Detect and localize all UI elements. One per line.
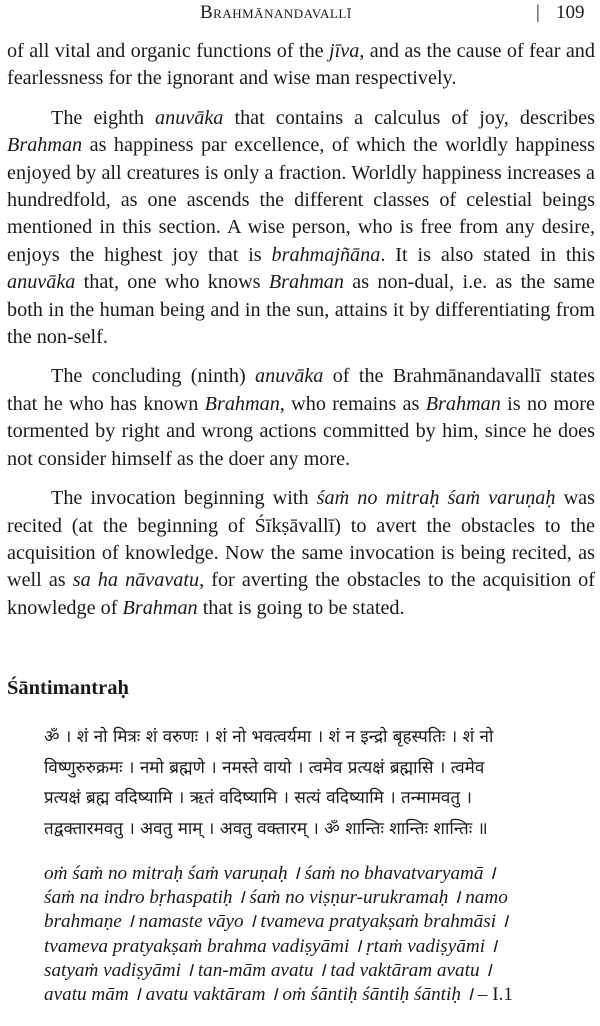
- section-heading: Śāntimantraḥ: [7, 677, 129, 699]
- chapter-title: Brahmānandavallī: [200, 2, 352, 23]
- text-run: The invocation beginning with: [51, 487, 317, 510]
- text-run: as non-dual, i.e. as the same both in the human being and in the sun, attains it by differentiating from the non-self.: [7, 271, 596, 349]
- devanagari-verse: [44, 722, 592, 844]
- text-run: of the Brahmānandavallī states that he who has known: [7, 365, 595, 415]
- verse-reference: – I.1: [473, 984, 513, 1006]
- italic-term: anuvāka: [155, 106, 224, 129]
- italic-term: Brahman: [122, 596, 198, 619]
- transliteration-text: oṁ śaṁ no mitraḥ śaṁ varuṇaḥ । śaṁ no bhavatvaryamā ।: [44, 863, 496, 884]
- paragraph: [7, 363, 595, 473]
- text-run: The eighth: [51, 106, 155, 129]
- text-run: that is going to be stated.: [197, 596, 405, 619]
- devanagari-line: प्रत्यक्षं ब्रह्म वदिष्यामि । ऋतं वदिष्यामि । सत्यं वदिष्यामि । तन्मामवतु ।: [44, 788, 472, 808]
- page-number: 109: [556, 2, 585, 23]
- devanagari-line: ॐ । शं नो मित्रः शं वरुणः । शं नो भवत्वर्यमा । शं न इन्द्रो बृहस्पतिः । शं नो: [44, 727, 494, 747]
- italic-term: anuvāka: [7, 271, 76, 294]
- text-run: is no more tormented by right and wrong actions committed by him, since he does not consider himself as the doer any more.: [7, 392, 595, 470]
- text-run: The concluding (ninth): [51, 365, 255, 388]
- transliteration-text: satyaṁ vadiṣyāmi । tan-mām avatu । tad vaktāram avatu ।: [44, 959, 492, 981]
- text-run: was recited (at the beginning of Śīkṣāvallī) to avert the obstacles to the acquisition of knowledge. Now the same invocation is being recited, as well as: [7, 487, 595, 592]
- devanagari-line: तद्वक्तारमवतु । अवतु माम् । अवतु वक्तारम् । ॐ शान्तिः शान्तिः शान्तिः ॥: [44, 818, 488, 839]
- text-run: , and as the cause of fear and fearlessness for the ignorant and wise man respectively.: [7, 40, 595, 90]
- text-run: , for averting the obstacles to the acquisition of knowledge of: [7, 569, 595, 619]
- text-run: , who remains as: [279, 392, 426, 415]
- transliteration-verse: [44, 862, 592, 1007]
- transliteration-line: [44, 910, 592, 934]
- italic-term: śaṁ no mitraḥ śaṁ varuṇaḥ: [316, 487, 556, 510]
- italic-term: anuvāka: [255, 365, 324, 388]
- italic-term: Brahman: [268, 271, 344, 294]
- transliteration-line: [44, 983, 592, 1007]
- transliteration-line: [44, 935, 592, 959]
- text-run: that contains a calculus of joy, describes: [223, 106, 595, 129]
- text-run: as happiness par excellence, of which the worldly happiness enjoyed by all creatures is only a fraction. Worldly happiness increases a hundredfold, as one ascends the different classes of celestial beings mentioned in this section. A wise person, who is free from any desire, enjoys the highest joy that is: [7, 134, 595, 266]
- italic-term: Brahman: [425, 392, 501, 415]
- paragraph: [7, 105, 595, 352]
- transliteration-text: avatu mām । avatu vaktāram । oṁ śāntiḥ śāntiḥ śāntiḥ ।: [44, 984, 473, 1006]
- text-run: that, one who knows: [75, 271, 269, 294]
- italic-term: Brahman: [204, 392, 280, 415]
- italic-term: Brahman: [7, 134, 83, 157]
- transliteration-line: [44, 959, 592, 983]
- transliteration-line: [44, 886, 592, 910]
- paragraph: [7, 485, 595, 622]
- text-run: . It is also stated in this: [380, 243, 595, 266]
- paragraph: [7, 38, 595, 93]
- italic-term: jīva: [329, 40, 360, 62]
- italic-term: brahmajñāna: [271, 243, 381, 266]
- devanagari-line: विष्णुरुरुक्रमः । नमो ब्रह्मणे । नमस्ते वायो । त्वमेव प्रत्यक्षं ब्रह्मासि । त्वमेव: [44, 757, 485, 778]
- italic-term: sa ha nāvavatu: [72, 569, 200, 592]
- transliteration-line: [44, 862, 592, 886]
- transliteration-text: śaṁ na indro bṛhaspatiḥ । śaṁ no viṣṇur-urukramaḥ । namo: [44, 887, 508, 909]
- transliteration-text: tvameva pratyakṣaṁ brahma vadiṣyāmi । ṛtaṁ vadiṣyāmi ।: [44, 935, 498, 957]
- header-separator: |: [536, 2, 540, 23]
- text-run: of all vital and organic functions of the: [7, 40, 330, 62]
- body-text: [7, 38, 595, 634]
- transliteration-text: brahmaṇe । namaste vāyo । tvameva pratyakṣaṁ brahmāsi ।: [44, 911, 509, 933]
- running-header: [0, 2, 600, 28]
